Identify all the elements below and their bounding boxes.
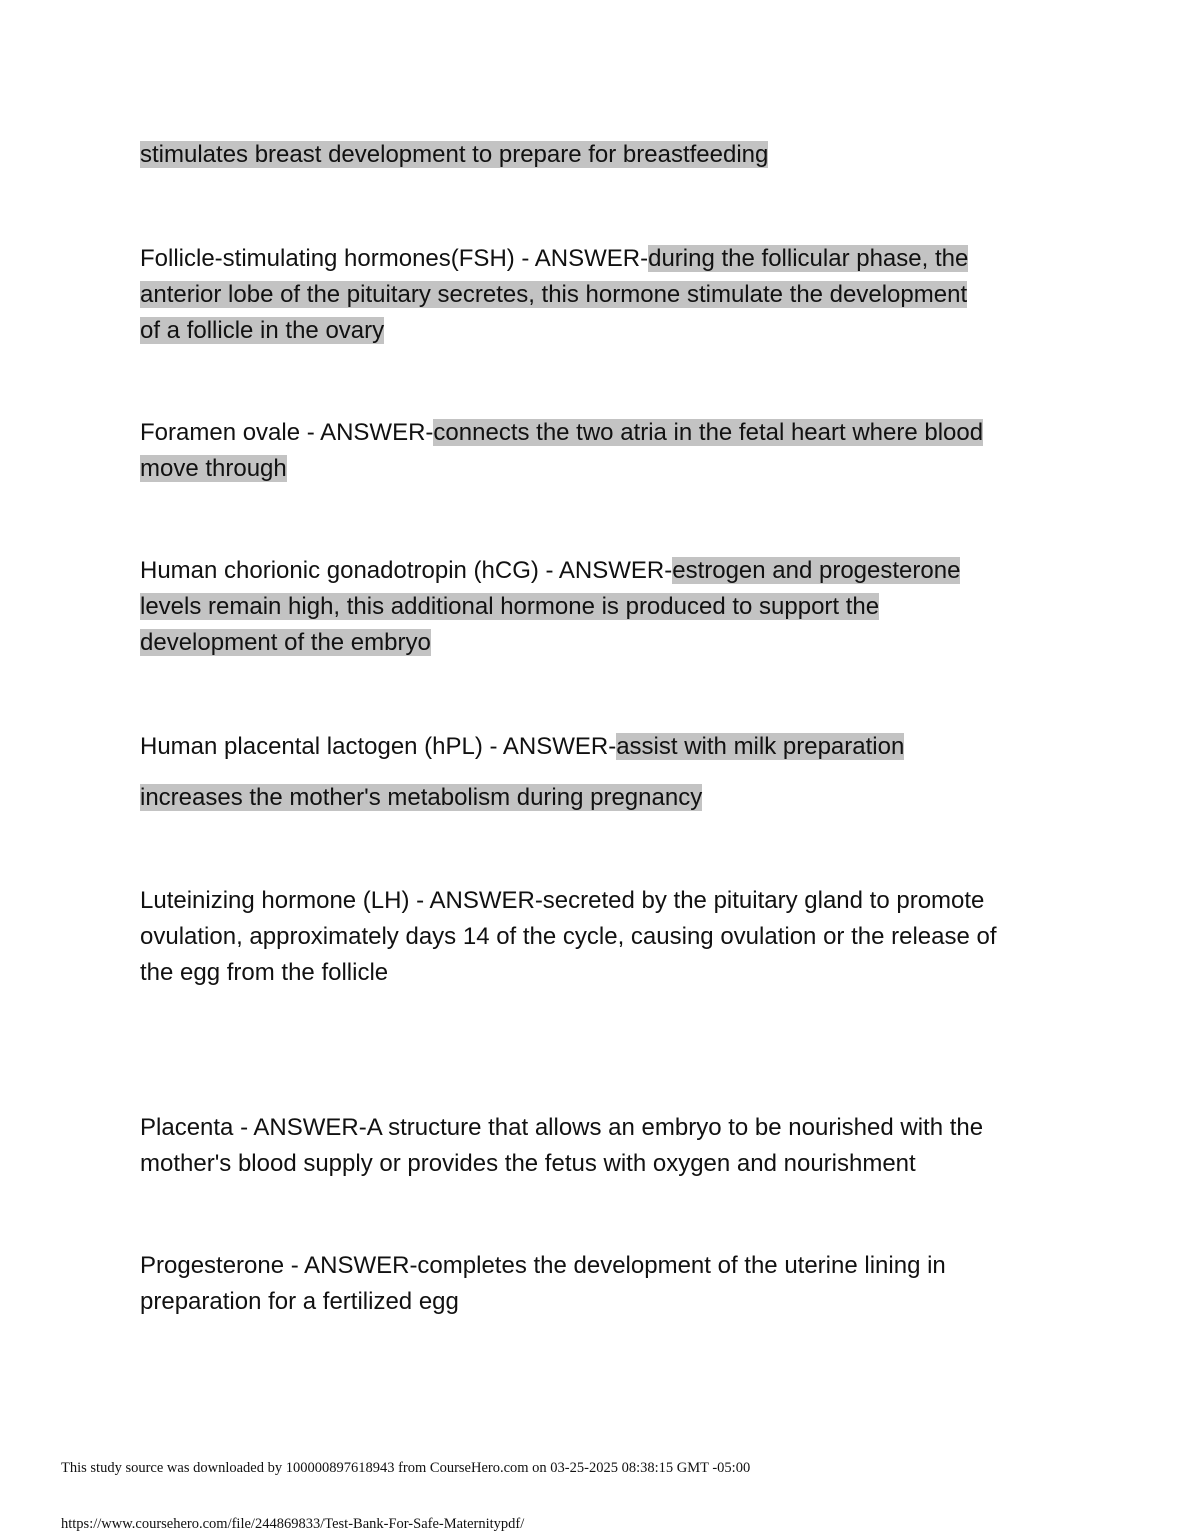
highlighted-text: anterior lobe of the pituitary secretes, this hormone stimulate the development	[140, 281, 968, 308]
highlighted-text: of a follicle in the ovary	[140, 317, 385, 344]
entry-line: mother's blood supply or provides the fetus with oxygen and nourishment	[140, 1150, 916, 1177]
entry-line	[140, 589, 1040, 625]
entry-line	[140, 241, 1040, 277]
entry-line	[140, 553, 1040, 589]
entry-breast-continuation	[140, 137, 1040, 173]
term-label: Follicle-stimulating hormones(FSH) - ANSWER-	[140, 245, 649, 272]
highlighted-text: connects the two atria in the fetal heart where blood	[433, 419, 984, 446]
highlighted-text: assist with milk preparation	[616, 733, 905, 760]
entry-line	[140, 277, 1040, 313]
entry-hcg	[140, 553, 1040, 661]
highlighted-text: levels remain high, this additional hormone is produced to support the	[140, 593, 880, 620]
highlighted-text: estrogen and progesterone	[672, 557, 961, 584]
entry-hpl-continuation	[140, 780, 1040, 816]
entry-line	[140, 415, 1040, 451]
entry-line	[140, 625, 1040, 661]
highlighted-text: move through	[140, 455, 287, 482]
highlighted-text: stimulates breast development to prepare for breastfeeding	[140, 141, 769, 168]
entry-line	[140, 313, 1040, 349]
entry-line: Progesterone - ANSWER-completes the development of the uterine lining in	[140, 1252, 946, 1279]
term-label: Foramen ovale - ANSWER-	[140, 419, 434, 446]
entry-line: the egg from the follicle	[140, 959, 389, 986]
entry-progesterone	[140, 1248, 1040, 1320]
entry-line: Placenta - ANSWER-A structure that allows an embryo to be nourished with the	[140, 1114, 984, 1141]
entry-placenta	[140, 1110, 1040, 1182]
entry-lh	[140, 883, 1040, 991]
entry-foramen-ovale	[140, 415, 1040, 487]
highlighted-text: increases the mother's metabolism during pregnancy	[140, 784, 703, 811]
highlighted-text: during the follicular phase, the	[648, 245, 969, 272]
entry-line	[140, 780, 1040, 816]
entry-line: ovulation, approximately days 14 of the cycle, causing ovulation or the release of	[140, 923, 997, 950]
entry-line	[140, 729, 1040, 765]
term-label: Human chorionic gonadotropin (hCG) - ANSWER-	[140, 557, 673, 584]
entry-line: Luteinizing hormone (LH) - ANSWER-secreted by the pituitary gland to promote	[140, 887, 985, 914]
entry-line: preparation for a fertilized egg	[140, 1288, 459, 1315]
term-label: Human placental lactogen (hPL) - ANSWER-	[140, 733, 617, 760]
source-url[interactable]: https://www.coursehero.com/file/244869833/Test-Bank-For-Safe-Maternitypdf/	[61, 1516, 525, 1532]
entry-fsh	[140, 241, 1040, 349]
highlighted-text: development of the embryo	[140, 629, 431, 656]
download-notice: This study source was downloaded by 100000897618943 from CourseHero.com on 03-25-2025 08:38:15 GMT -05:00	[61, 1460, 751, 1476]
entry-hpl	[140, 729, 1040, 765]
entry-line	[140, 451, 1040, 487]
